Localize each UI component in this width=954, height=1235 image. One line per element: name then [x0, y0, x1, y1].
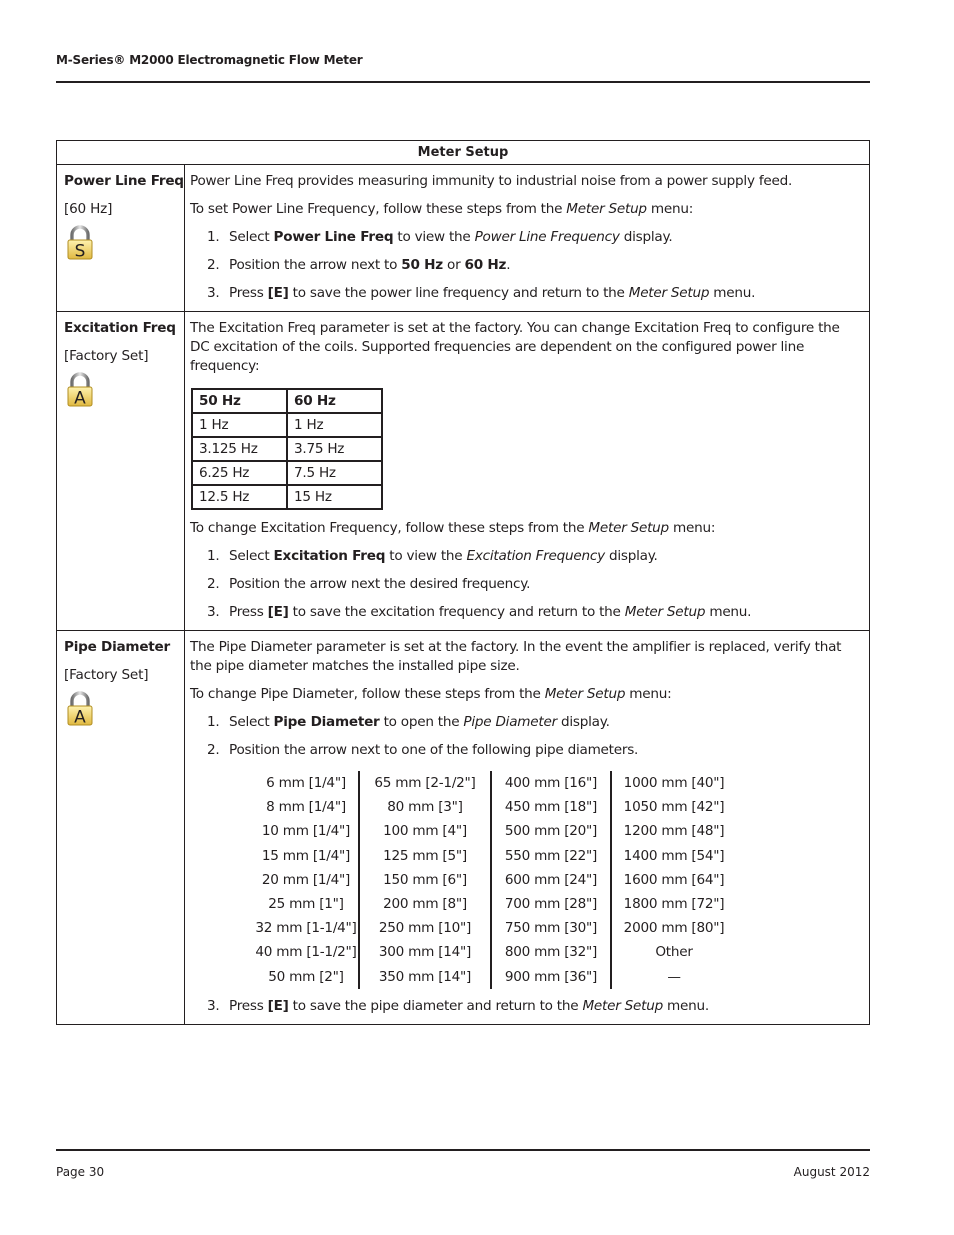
table-row — [192, 437, 382, 461]
pipe-diameter-option: 600 mm [24"] — [504, 871, 598, 888]
pipe-diameter-option: 2000 mm [80"] — [623, 920, 725, 937]
header-cell: 60 Hz — [287, 389, 382, 413]
param-name: Pipe Diameter — [64, 639, 170, 655]
table-row — [192, 461, 382, 485]
steps-list — [207, 713, 863, 760]
table-cell: 1 Hz — [287, 413, 382, 437]
param-default: [60 Hz] — [64, 201, 113, 217]
pipe-diameter-option: 400 mm [16"] — [504, 775, 598, 791]
steps-list — [207, 997, 863, 1016]
step-item: 2. Position the arrow next to 50 Hz or 60 Hz. — [207, 257, 511, 273]
pipe-diameter-option: 6 mm [1/4"] — [266, 775, 346, 791]
power-line-freq-label-cell — [57, 165, 185, 311]
pipe-diameter-option: 1400 mm [54"] — [623, 847, 725, 864]
pipe-diameter-row — [57, 630, 869, 1024]
pipe-diameter-option: 1200 mm [48"] — [623, 823, 725, 840]
pipe-diameter-list — [254, 771, 863, 989]
frequency-table-header — [192, 389, 382, 413]
pipe-diameter-option: 25 mm [1"] — [268, 896, 344, 913]
lock-letter: A — [74, 388, 86, 408]
steps-list — [207, 228, 863, 303]
pipe-diameter-option: 150 mm [6"] — [383, 871, 467, 888]
param-default: [Factory Set] — [64, 348, 149, 364]
table-title: Meter Setup — [57, 141, 869, 165]
pipe-diameter-content — [185, 631, 869, 1024]
intro-text: The Pipe Diameter parameter is set at the factory. In the event the amplifier is replaced, verify that the pipe diameter matches the installed pipe size. — [190, 639, 842, 674]
table-cell: 3.125 Hz — [192, 437, 287, 461]
instruction-text: To change Pipe Diameter, follow these steps from the Meter Setup menu: — [190, 686, 672, 702]
table-cell: 7.5 Hz — [287, 461, 382, 485]
lock-letter: S — [74, 241, 86, 261]
table-row — [192, 413, 382, 437]
intro-text: Power Line Freq provides measuring immunity to industrial noise from a power supply feed. — [190, 173, 793, 189]
pipe-diameter-option: 900 mm [36"] — [504, 968, 598, 985]
table-cell: 1 Hz — [192, 413, 287, 437]
header-cell: 50 Hz — [192, 389, 287, 413]
pipe-diameter-option: 1050 mm [42"] — [623, 799, 725, 816]
step-item: 1. Select Excitation Freq to view the Excitation Frequency display. — [207, 548, 658, 564]
pipe-diameter-option: — — [667, 968, 681, 985]
pipe-diameter-option: 500 mm [20"] — [504, 823, 598, 840]
pipe-diameter-option: 50 mm [2"] — [268, 968, 344, 985]
param-name: Power Line Freq — [64, 173, 184, 189]
pipe-diameter-label-cell — [57, 631, 185, 1024]
pipe-diameter-column — [254, 771, 360, 989]
pipe-diameter-option: 200 mm [8"] — [383, 896, 467, 913]
pipe-diameter-option: 750 mm [30"] — [504, 920, 598, 937]
pipe-diameter-column — [360, 771, 492, 989]
step-item: 1. Select Pipe Diameter to open the Pipe Diameter display. — [207, 714, 610, 730]
document-header-title: M-Series® M2000 Electromagnetic Flow Meter — [56, 53, 363, 67]
pipe-diameter-option: 550 mm [22"] — [504, 847, 598, 864]
header-rule — [56, 81, 870, 83]
pipe-diameter-column — [612, 771, 736, 989]
security-lock-a-icon — [66, 372, 94, 408]
power-line-freq-row — [57, 165, 869, 311]
excitation-freq-row — [57, 311, 869, 630]
table-cell: 6.25 Hz — [192, 461, 287, 485]
page-number: Page 30 — [56, 1165, 105, 1179]
step-item: 3. Press [E] to save the excitation frequency and return to the Meter Setup menu. — [207, 604, 752, 620]
pipe-diameter-option: 800 mm [32"] — [504, 944, 598, 961]
pipe-diameter-option: 20 mm [1/4"] — [261, 871, 351, 888]
pipe-diameter-column — [492, 771, 612, 989]
excitation-freq-content — [185, 312, 869, 630]
pipe-diameter-option: 32 mm [1-1/4"] — [255, 920, 357, 937]
step-item: 2. Position the arrow next the desired frequency. — [207, 576, 531, 592]
step-item: 1. Select Power Line Freq to view the Power Line Frequency display. — [207, 229, 673, 245]
instruction-text: To set Power Line Frequency, follow these steps from the Meter Setup menu: — [190, 201, 694, 217]
pipe-diameter-option: 1600 mm [64"] — [623, 871, 725, 888]
pipe-diameter-option: 1800 mm [72"] — [623, 896, 725, 913]
lock-letter: A — [74, 707, 86, 727]
pipe-diameter-option: 8 mm [1/4"] — [266, 799, 346, 816]
param-default: [Factory Set] — [64, 667, 149, 683]
pipe-diameter-option: 300 mm [14"] — [378, 944, 472, 961]
pipe-diameter-option: 65 mm [2-1/2"] — [374, 775, 476, 791]
step-item: 3. Press [E] to save the pipe diameter and return to the Meter Setup menu. — [207, 997, 709, 1014]
frequency-table — [191, 388, 383, 510]
pipe-diameter-option: 40 mm [1-1/2"] — [255, 944, 357, 961]
step-item: 3. Press [E] to save the power line frequency and return to the Meter Setup menu. — [207, 285, 756, 301]
pipe-diameter-option: 700 mm [28"] — [504, 896, 598, 913]
pipe-diameter-option: 250 mm [10"] — [378, 920, 472, 937]
meter-setup-table — [56, 140, 870, 1025]
pipe-diameter-option: Other — [655, 944, 693, 961]
pipe-diameter-option: 10 mm [1/4"] — [261, 823, 351, 840]
pipe-diameter-option: 1000 mm [40"] — [623, 775, 725, 791]
instruction-text: To change Excitation Frequency, follow these steps from the Meter Setup menu: — [190, 520, 716, 536]
pipe-diameter-option: 100 mm [4"] — [383, 823, 467, 840]
footer-rule — [56, 1149, 870, 1151]
pipe-diameter-option: 125 mm [5"] — [383, 847, 467, 864]
param-name: Excitation Freq — [64, 320, 176, 336]
publication-date: August 2012 — [793, 1165, 870, 1179]
security-lock-s-icon — [66, 225, 94, 261]
table-cell: 15 Hz — [287, 485, 382, 509]
table-row — [192, 485, 382, 509]
power-line-freq-content — [185, 165, 869, 311]
table-cell: 3.75 Hz — [287, 437, 382, 461]
table-cell: 12.5 Hz — [192, 485, 287, 509]
pipe-diameter-option: 350 mm [14"] — [378, 968, 472, 985]
intro-text: The Excitation Freq parameter is set at the factory. You can change Excitation Freq to configure the DC excitation of the coils. Supported frequencies are dependent on the configured power line frequency: — [190, 320, 840, 374]
pipe-diameter-option: 80 mm [3"] — [387, 799, 463, 816]
pipe-diameter-option: 450 mm [18"] — [504, 799, 598, 816]
security-lock-a-icon — [66, 691, 94, 727]
pipe-diameter-option: 15 mm [1/4"] — [261, 847, 351, 864]
steps-list — [207, 547, 863, 622]
step-item: 2. Position the arrow next to one of the following pipe diameters. — [207, 742, 639, 758]
excitation-freq-label-cell — [57, 312, 185, 630]
